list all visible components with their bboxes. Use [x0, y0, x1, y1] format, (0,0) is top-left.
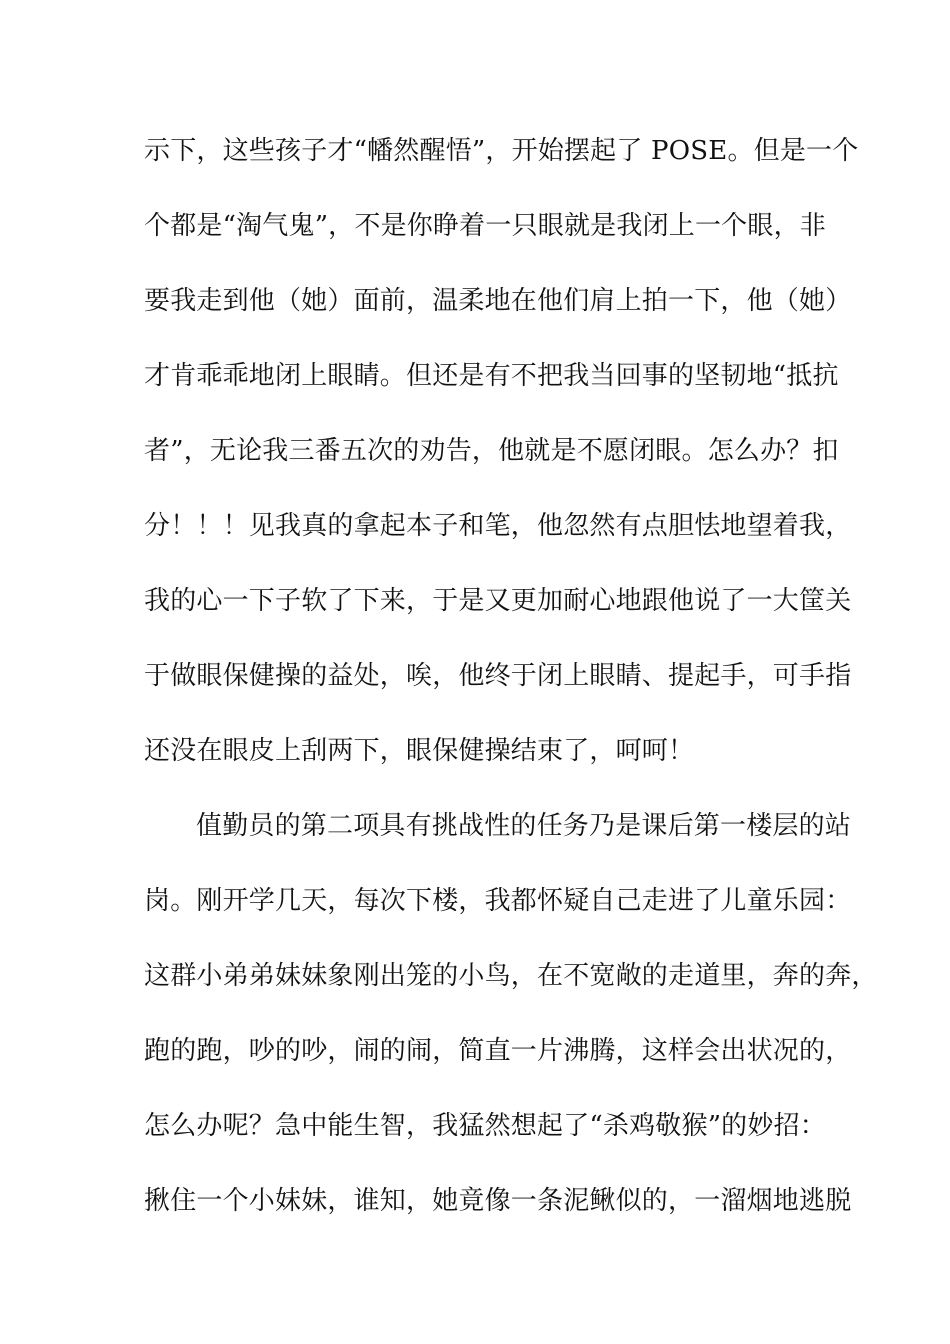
text-line: 我的心一下子软了下来，于是又更加耐心地跟他说了一大筐关 — [144, 586, 852, 616]
text-line: 才肯乖乖地闭上眼睛。但还是有不把我当回事的坚韧地“抵抗 — [144, 361, 839, 391]
paragraph-start-line: 值勤员的第二项具有挑战性的任务乃是课后第一楼层的站 — [196, 811, 852, 841]
document-body — [144, 130, 878, 1255]
text-line: 于做眼保健操的益处，唉，他终于闭上眼睛、提起手，可手指 — [144, 661, 852, 691]
text-line: 分！！！见我真的拿起本子和笔，他忽然有点胆怯地望着我， — [144, 511, 852, 541]
text-line: 还没在眼皮上刮两下，眼保健操结束了，呵呵！ — [144, 736, 695, 766]
text-line: 跑的跑，吵的吵，闹的闹，简直一片沸腾，这样会出状况的， — [144, 1036, 852, 1066]
text-line: 者”，无论我三番五次的劝告，他就是不愿闭眼。怎么办？扣 — [144, 436, 839, 466]
text-line: 示下，这些孩子才“幡然醒悟”，开始摆起了 POSE。但是一个 — [144, 136, 859, 166]
text-line: 岗。刚开学几天，每次下楼，我都怀疑自己走进了儿童乐园： — [144, 886, 852, 916]
text-line: 个都是“淘气鬼”，不是你睁着一只眼就是我闭上一个眼，非 — [144, 211, 826, 241]
text-line: 要我走到他（她）面前，温柔地在他们肩上拍一下，他（她） — [144, 286, 852, 316]
text-line: 怎么办呢？急中能生智，我猛然想起了“杀鸡敬猴”的妙招： — [144, 1111, 826, 1141]
text-line: 揪住一个小妹妹，谁知，她竟像一条泥鳅似的，一溜烟地逃脱 — [144, 1186, 852, 1216]
text-line: 这群小弟弟妹妹象刚出笼的小鸟，在不宽敞的走道里，奔的奔， — [144, 961, 878, 991]
